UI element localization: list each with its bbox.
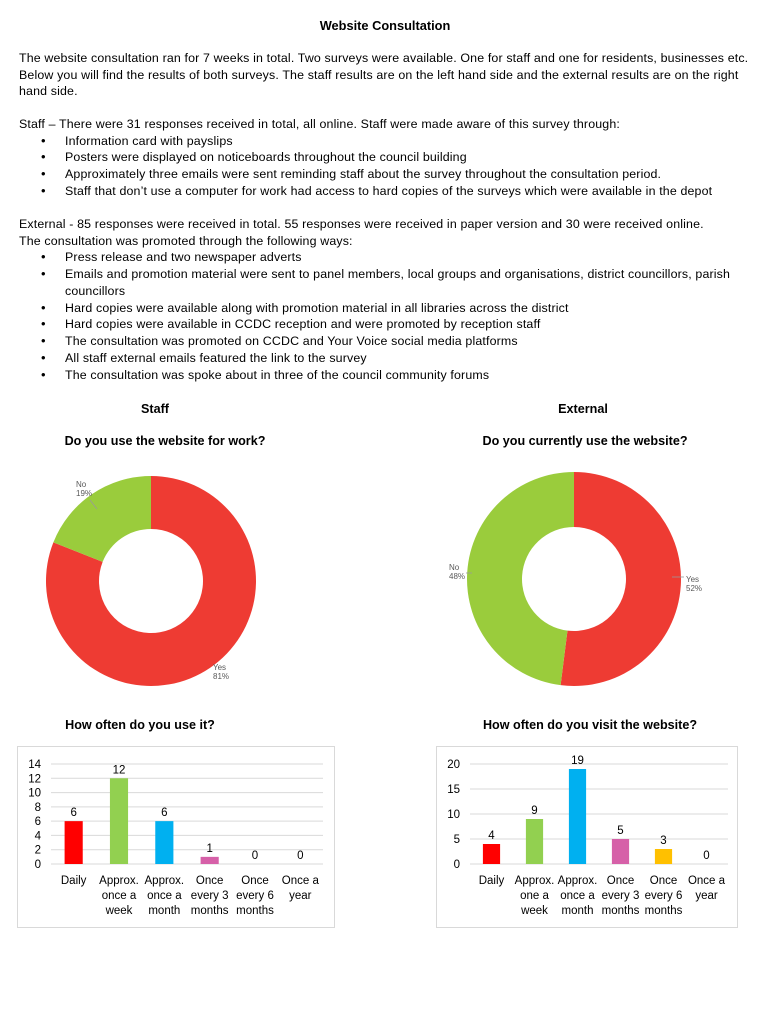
x-tick-label: Once xyxy=(195,875,224,887)
slice-label: No xyxy=(76,480,87,489)
bar-value-label: 6 xyxy=(70,807,77,820)
y-tick-label: 4 xyxy=(34,830,41,843)
list-item: • Staff that don’t use a computer for work had access to hard copies of the surveys which were available in the depot xyxy=(19,183,754,200)
bar xyxy=(612,839,629,864)
x-tick-label: Daily xyxy=(478,875,505,887)
slice-label: Yes xyxy=(213,663,227,672)
x-tick-label: Approx. xyxy=(144,875,185,887)
slice-percent-label: 48% xyxy=(449,572,466,581)
y-tick-label: 15 xyxy=(447,784,460,796)
list-item: • Hard copies were available in CCDC reception and were promoted by reception staff xyxy=(19,316,754,333)
y-tick-label: 14 xyxy=(28,759,41,771)
x-tick-label: months xyxy=(190,905,229,917)
x-tick-label: week xyxy=(105,905,133,917)
external-donut-chart xyxy=(420,466,750,691)
x-tick-label: year xyxy=(289,890,312,902)
x-tick-label: Once a xyxy=(281,875,319,887)
bar-value-label: 6 xyxy=(161,807,168,820)
list-item: • Posters were displayed on noticeboards throughout the council building xyxy=(19,149,754,166)
intro-paragraph: The website consultation ran for 7 weeks in total. Two surveys were available. One for staff and one for residents, businesses etc. Below you will find the results of both surveys. The staff results are on the left hand side and the external results are on the right hand side. xyxy=(19,51,749,99)
bar-value-label: 0 xyxy=(297,850,304,862)
external-bar-chart xyxy=(436,746,736,926)
bar-value-label: 4 xyxy=(488,830,495,842)
chart-title-staff-bar: How often do you use it? xyxy=(65,718,215,732)
donut-slice-yes xyxy=(561,472,681,686)
x-tick-label: months xyxy=(236,905,274,917)
x-tick-label: every 3 xyxy=(190,890,229,902)
x-tick-label: every 3 xyxy=(601,890,640,902)
x-tick-label: Once xyxy=(241,875,269,887)
bar-value-label: 19 xyxy=(571,755,584,767)
list-item: • Information card with payslips xyxy=(19,133,754,150)
x-tick-label: one a xyxy=(520,890,549,902)
x-tick-label: every 6 xyxy=(644,890,683,902)
staff-section xyxy=(19,116,754,200)
external-section xyxy=(19,216,754,384)
bar-value-label: 12 xyxy=(112,764,126,777)
y-tick-label: 0 xyxy=(453,859,460,871)
bar xyxy=(569,769,586,864)
bar xyxy=(110,778,128,864)
list-item: • The consultation was spoke about in three of the council community forums xyxy=(19,367,754,384)
bar-value-label: 0 xyxy=(251,850,259,862)
x-tick-label: week xyxy=(521,905,548,917)
slice-label: Yes xyxy=(686,575,700,584)
staff-bar-chart xyxy=(17,746,333,926)
staff-donut-chart xyxy=(0,470,300,695)
x-tick-label: Approx. xyxy=(514,875,555,887)
x-tick-label: Once xyxy=(606,875,635,887)
y-tick-label: 5 xyxy=(453,834,460,846)
bar xyxy=(65,821,83,864)
y-tick-label: 6 xyxy=(34,816,41,829)
list-item: • The consultation was promoted on CCDC and Your Voice social media platforms xyxy=(19,333,754,350)
bar xyxy=(526,819,543,864)
x-tick-label: Approx. xyxy=(99,875,139,887)
x-tick-label: Once a xyxy=(687,875,726,887)
bar xyxy=(483,844,500,864)
y-tick-label: 0 xyxy=(34,859,41,871)
slice-percent-label: 81% xyxy=(213,672,230,681)
x-tick-label: once a xyxy=(147,890,182,902)
x-tick-label: Daily xyxy=(60,875,87,887)
staff-intro: Staff – There were 31 responses received in total, all online. Staff were made aware of this survey through: xyxy=(19,117,620,131)
external-intro-2: The consultation was promoted through the following ways: xyxy=(19,233,353,248)
x-tick-label: every 6 xyxy=(236,890,274,902)
external-bullet-list xyxy=(19,249,754,383)
y-tick-label: 2 xyxy=(34,844,41,857)
x-tick-label: Once xyxy=(649,875,678,887)
external-heading: External xyxy=(558,402,608,416)
external-intro-1: External - 85 responses were received in total. 55 responses were received in paper version and 30 were received online. xyxy=(19,217,704,231)
x-tick-label: months xyxy=(644,905,683,917)
chart-title-external-pie: Do you currently use the website? xyxy=(482,434,688,448)
x-tick-label: month xyxy=(561,905,594,917)
x-tick-label: months xyxy=(601,905,640,917)
x-tick-label: month xyxy=(148,905,181,917)
y-tick-label: 12 xyxy=(28,773,41,786)
y-tick-label: 20 xyxy=(447,759,460,771)
list-item: • Hard copies were available along with promotion material in all libraries across the district xyxy=(19,300,754,317)
x-tick-label: Approx. xyxy=(557,875,598,887)
donut-slice-no xyxy=(467,472,574,685)
y-tick-label: 10 xyxy=(28,787,41,800)
y-tick-label: 10 xyxy=(447,809,460,821)
bar-value-label: 1 xyxy=(206,842,213,855)
staff-bullet-list xyxy=(19,133,754,200)
x-tick-label: year xyxy=(695,890,718,902)
x-tick-label: once a xyxy=(101,890,137,902)
bar xyxy=(655,849,672,864)
slice-percent-label: 19% xyxy=(76,489,93,498)
chart-title-staff-pie: Do you use the website for work? xyxy=(64,434,266,448)
list-item: • Press release and two newspaper adverts xyxy=(19,249,754,266)
slice-percent-label: 52% xyxy=(686,584,703,593)
x-tick-label: once a xyxy=(560,890,595,902)
bar-value-label: 0 xyxy=(703,850,710,862)
list-item: • Approximately three emails were sent reminding staff about the survey throughout the consultation period. xyxy=(19,166,754,183)
list-item: • All staff external emails featured the link to the survey xyxy=(19,350,754,367)
slice-label: No xyxy=(449,563,460,572)
bar-value-label: 5 xyxy=(617,825,624,837)
bar-value-label: 3 xyxy=(660,835,667,847)
bar-value-label: 9 xyxy=(531,805,538,817)
chart-title-external-bar: How often do you visit the website? xyxy=(482,718,698,732)
y-tick-label: 8 xyxy=(34,801,41,814)
bar xyxy=(201,857,219,864)
list-item: • Emails and promotion material were sent to panel members, local groups and organisations, district councillors, parish councillors xyxy=(19,266,754,300)
document-title: Website Consultation xyxy=(319,18,451,33)
bar xyxy=(155,821,173,864)
staff-heading: Staff xyxy=(141,402,169,416)
